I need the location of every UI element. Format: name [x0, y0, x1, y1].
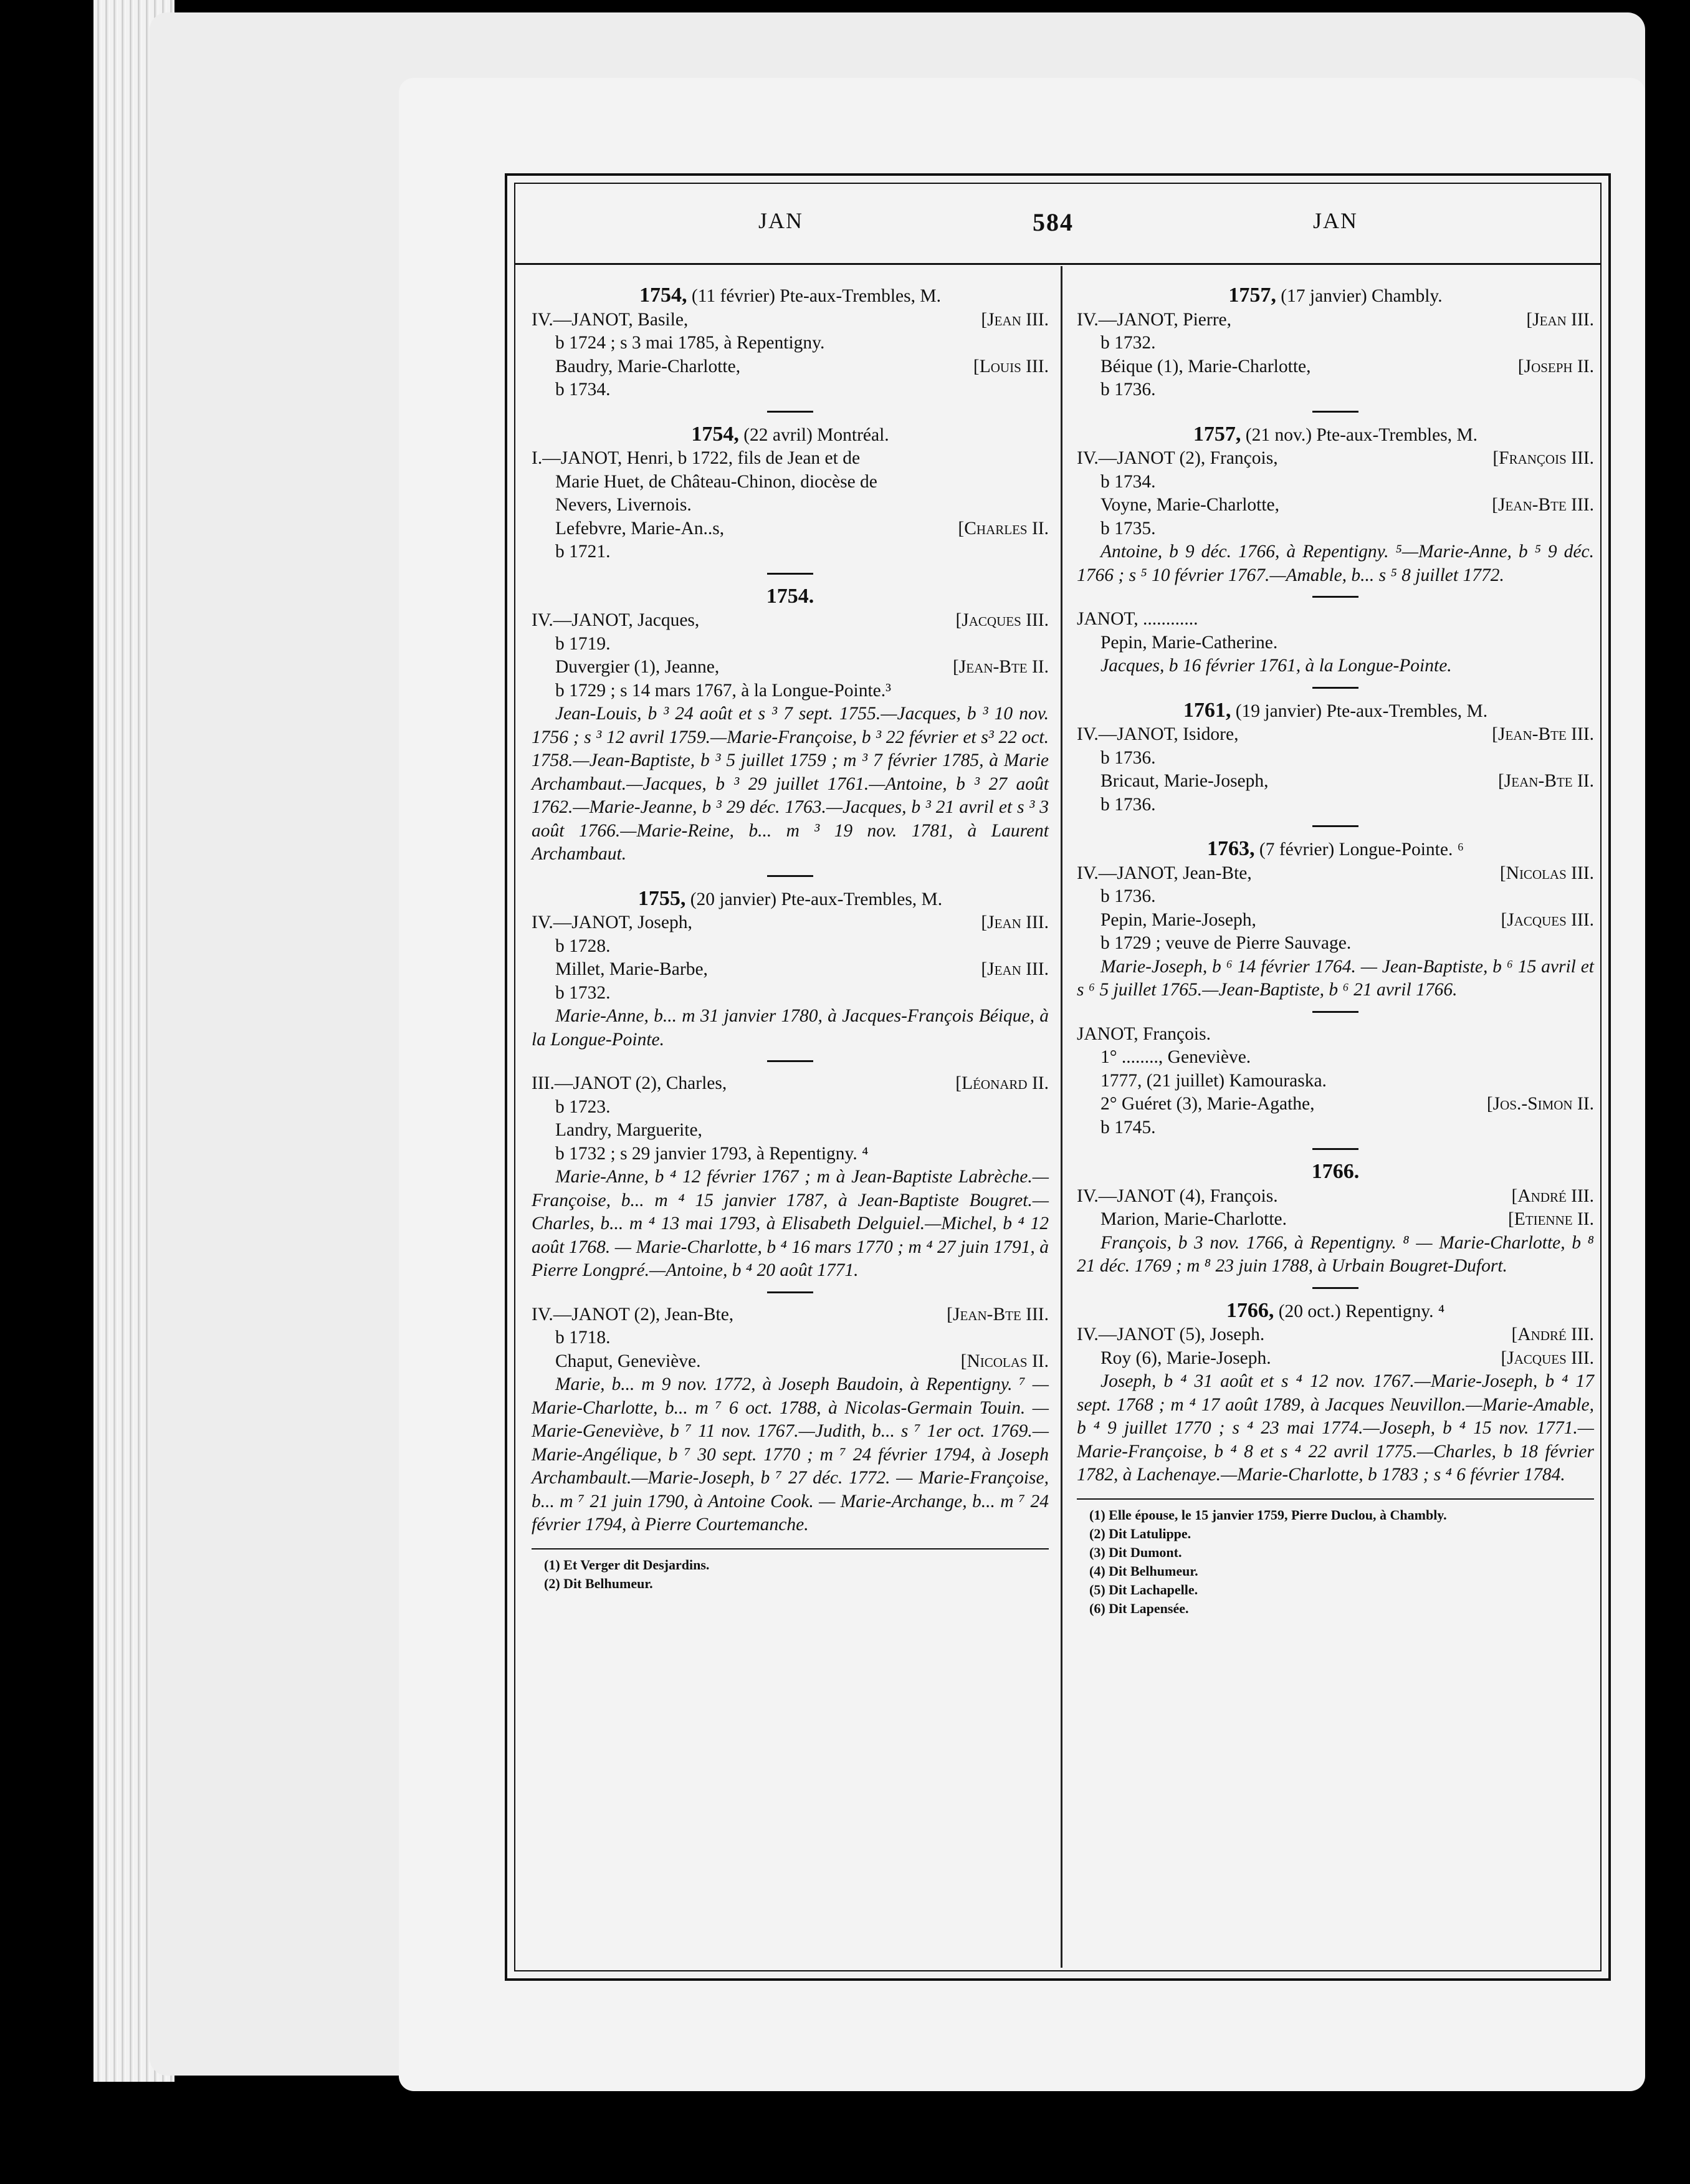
children-note: Antoine, b 9 déc. 1766, à Repentigny. ⁵—Marie-Anne, b ⁵ 9 déc. 1766 ; s ⁵ 10 février 1767.—Amable, b... s ⁵ 8 juillet 1772.: [1077, 542, 1594, 585]
entry-year: 1754.: [766, 584, 814, 608]
entry-line: [532, 935, 1049, 959]
entry-separator: [1312, 1287, 1358, 1289]
entry-line: [1077, 862, 1594, 886]
entry-line-text: b 1734.: [1100, 471, 1156, 492]
entry-line-text: IV.—JANOT, Isidore,: [1077, 724, 1239, 744]
entry-line-text: IV.—JANOT, Basile,: [532, 309, 689, 330]
entry-line: [532, 1119, 1049, 1142]
entry-line-text: 2° Guéret (3), Marie-Agathe,: [1100, 1094, 1315, 1114]
entry-line: [532, 911, 1049, 935]
entry-line-text: IV.—JANOT, Pierre,: [1077, 309, 1231, 330]
entry-line: [1077, 1023, 1594, 1046]
parent-reference: [François III.: [1492, 448, 1594, 468]
entry-line: [1077, 447, 1594, 471]
entry-separator: [767, 411, 813, 413]
column-divider: [1061, 266, 1062, 1968]
entry-heading: [532, 585, 1049, 610]
entry-line: [532, 633, 1049, 656]
entry-line-text: Pepin, Marie-Catherine.: [1100, 632, 1278, 653]
entry-line-text: b 1723.: [555, 1096, 611, 1117]
parent-reference: [Louis III.: [973, 356, 1049, 376]
parent-reference: [Etienne II.: [1507, 1209, 1594, 1229]
entry-year: 1757,: [1193, 422, 1241, 446]
parent-reference: [Jean III.: [1526, 309, 1594, 330]
children-note: Marie-Joseph, b ⁶ 14 février 1764. — Jean-Baptiste, b ⁶ 15 avril et s ⁶ 5 juillet 1765.—Jean-Baptiste, b ⁶ 21 avril 1766.: [1077, 956, 1594, 1000]
parent-reference: [Léonard II.: [955, 1073, 1049, 1093]
entry-year: 1766,: [1226, 1298, 1274, 1322]
left-column: [532, 284, 1049, 1593]
entry-heading: [532, 423, 1049, 448]
entry-line: [1077, 471, 1594, 494]
entry-line: [1077, 1070, 1594, 1093]
entry-year: 1766.: [1311, 1160, 1360, 1183]
marriage-entry: [532, 585, 1049, 866]
entry-heading: [1077, 1299, 1594, 1324]
footnote: (4) Dit Belhumeur.: [1089, 1563, 1198, 1579]
footnote-rule: [1077, 1498, 1594, 1500]
entry-place: (22 avril) Montréal.: [738, 424, 889, 445]
parent-reference: [Jacques III.: [1501, 1348, 1594, 1368]
entry-line: [532, 1072, 1049, 1096]
entry-line: [1077, 885, 1594, 909]
entry-line-text: 1° ........, Geneviève.: [1100, 1047, 1251, 1067]
entry-heading: [1077, 1160, 1594, 1185]
entry-separator: [1312, 687, 1358, 689]
entry-separator: [767, 1060, 813, 1062]
entry-line: [1077, 770, 1594, 793]
running-head-right: JAN: [1313, 208, 1358, 233]
entry-line-text: IV.—JANOT, Jacques,: [532, 610, 700, 630]
entry-separator: [1312, 1011, 1358, 1013]
entry-line: [1077, 332, 1594, 355]
entry-line-text: Bricaut, Marie-Joseph,: [1100, 771, 1269, 791]
parent-reference: [Joseph II.: [1517, 356, 1594, 376]
entry-line: [532, 1350, 1049, 1374]
entry-line: [532, 447, 1049, 471]
entry-line-text: Voyne, Marie-Charlotte,: [1100, 495, 1280, 515]
entry-line-text: Marie Huet, de Château-Chinon, diocèse de: [555, 471, 877, 492]
entry-separator: [1312, 1148, 1358, 1150]
parent-reference: [André III.: [1511, 1185, 1594, 1206]
entry-line-text: b 1736.: [1100, 747, 1156, 768]
page-number: 584: [1033, 208, 1074, 236]
entry-line-text: b 1732.: [1100, 333, 1156, 353]
entry-year: 1754,: [639, 284, 687, 307]
entry-line: [1077, 608, 1594, 631]
entry-line: [532, 679, 1049, 703]
entry-line-text: b 1734.: [555, 380, 611, 400]
children-note: Joseph, b ⁴ 31 août et s ⁴ 12 nov. 1767.—Marie-Joseph, b ⁴ 17 sept. 1768 ; m ⁴ 17 août 1789, à Jacques Neuvillon.—Marie-Amable, b ⁴ 9 juillet 1770 ; s ⁴ 23 mai 1774.—Joseph, b ⁴ 15 nov. 1771.—Marie-Françoise, b ⁴ 8 et s ⁴ 22 avril 1775.—Charles, b 18 février 1782, à Lachenaye.—Marie-Charlotte, b 1783 ; s ⁴ 6 février 1784.: [1077, 1371, 1594, 1485]
footnote: (5) Dit Lachapelle.: [1089, 1581, 1198, 1597]
footnote: (1) Et Verger dit Desjardins.: [544, 1556, 710, 1573]
entry-separator: [767, 1291, 813, 1293]
marriage-entry: [532, 423, 1049, 564]
entry-place: (19 janvier) Pte-aux-Trembles, M.: [1231, 701, 1488, 721]
entry-line-text: Lefebvre, Marie-An..s,: [555, 518, 725, 539]
entry-line-text: I.—JANOT, Henri, b 1722, fils de Jean et de: [532, 448, 861, 468]
entry-line-text: b 1729 ; s 14 mars 1767, à la Longue-Pointe.³: [555, 680, 891, 701]
entry-line-text: b 1736.: [1100, 886, 1156, 906]
entry-heading: [1077, 284, 1594, 309]
entry-separator: [767, 875, 813, 877]
parent-reference: [Jean-Bte III.: [1492, 724, 1594, 744]
entry-line: [1077, 1093, 1594, 1116]
entry-line-text: JANOT, ............: [1077, 609, 1198, 629]
footnote: (1) Elle épouse, le 15 janvier 1759, Pierre Duclou, à Chambly.: [1089, 1506, 1447, 1523]
parent-reference: [Charles II.: [958, 518, 1049, 539]
entry-place: (21 nov.) Pte-aux-Trembles, M.: [1241, 424, 1478, 445]
children-note: Jacques, b 16 février 1761, à la Longue-Pointe.: [1100, 656, 1452, 676]
entry-line: [532, 355, 1049, 379]
children-note: Marie, b... m 9 nov. 1772, à Joseph Baudoin, à Repentigny. ⁷ — Marie-Charlotte, b... m ⁷ 6 oct. 1788, à Nicolas-Germain Touin. — Marie-Geneviève, b ⁷ 11 nov. 1767.—Judith, b... s ⁷ 1er oct. 1769.—Marie-Angélique, b ⁷ 30 sept. 1770 ; m ⁷ 24 février 1794, à Joseph Archambault.—Marie-Joseph, b ⁷ 27 déc. 1772. — Marie-Françoise, b... m ⁷ 21 juin 1790, à Antoine Cook. — Marie-Archange, b... m ⁷ 24 février 1794, à Pierre Courtemanche.: [532, 1374, 1049, 1535]
entry-line-text: Baudry, Marie-Charlotte,: [555, 356, 741, 376]
marriage-entry: [1077, 1299, 1594, 1487]
footnote: (2) Dit Latulippe.: [1089, 1525, 1191, 1541]
parent-reference: [Nicolas II.: [960, 1351, 1049, 1371]
entry-heading: [1077, 423, 1594, 448]
entry-line: [1077, 1208, 1594, 1232]
entry-heading: [1077, 699, 1594, 724]
entry-line-text: IV.—JANOT (2), Jean-Bte,: [532, 1304, 734, 1324]
parent-reference: [Jean-Bte II.: [1497, 771, 1594, 791]
entry-line: [532, 1142, 1049, 1166]
entry-line: [1077, 1116, 1594, 1140]
parent-reference: [Jean-Bte II.: [952, 657, 1049, 677]
entry-line-text: Pepin, Marie-Joseph,: [1100, 909, 1256, 930]
marriage-entry: [1077, 837, 1594, 1002]
entry-line: [1077, 631, 1594, 655]
footnote-rule: [532, 1548, 1049, 1549]
entry-line-text: IV.—JANOT, Jean-Bte,: [1077, 863, 1252, 883]
entry-separator: [1312, 411, 1358, 413]
entry-line: [1077, 909, 1594, 932]
entry-line: [1077, 309, 1594, 332]
entry-separator: [767, 573, 813, 575]
parent-reference: [Jos.-Simon II.: [1486, 1094, 1594, 1114]
right-column: [1077, 284, 1594, 1618]
entry-line: [1077, 378, 1594, 402]
entry-place: (20 janvier) Pte-aux-Trembles, M.: [685, 889, 943, 909]
entry-line: [532, 309, 1049, 332]
entry-line-text: 1777, (21 juillet) Kamouraska.: [1100, 1070, 1327, 1091]
entry-line: [1077, 793, 1594, 817]
entry-year: 1755,: [637, 886, 686, 910]
entry-line: [1077, 494, 1594, 517]
marriage-entry: [532, 1072, 1049, 1283]
entry-line-text: b 1732 ; s 29 janvier 1793, à Repentigny. ⁴: [555, 1143, 869, 1164]
entry-line: [1077, 355, 1594, 379]
marriage-entry: [1077, 699, 1594, 817]
entry-line-text: JANOT, François.: [1077, 1023, 1211, 1044]
entry-place: (11 février) Pte-aux-Trembles, M.: [687, 286, 941, 306]
entry-line-text: III.—JANOT (2), Charles,: [532, 1073, 727, 1093]
entry-line-text: Roy (6), Marie-Joseph.: [1100, 1348, 1271, 1368]
entry-line: [532, 609, 1049, 633]
children-note: Marie-Anne, b... m 31 janvier 1780, à Jacques-François Béique, à la Longue-Pointe.: [532, 1006, 1049, 1050]
marriage-entry: [532, 1303, 1049, 1537]
entry-line: [532, 332, 1049, 355]
parent-reference: [André III.: [1511, 1324, 1594, 1344]
entry-line-text: Chaput, Geneviève.: [555, 1351, 701, 1371]
entry-year: 1754,: [691, 422, 739, 446]
parent-reference: [Jean-Bte III.: [1492, 495, 1594, 515]
entry-line-text: b 1736.: [1100, 794, 1156, 815]
entry-line: [1077, 1347, 1594, 1371]
parent-reference: [Nicolas III.: [1499, 863, 1594, 883]
entry-line: [532, 1096, 1049, 1119]
entry-line-text: b 1735.: [1100, 518, 1156, 539]
parent-reference: [Jacques III.: [1501, 909, 1594, 930]
entry-line: [532, 378, 1049, 402]
entry-line: [532, 656, 1049, 679]
marriage-entry: [1077, 1160, 1594, 1278]
entry-heading: [1077, 837, 1594, 862]
entry-line: [532, 540, 1049, 564]
parent-reference: [Jean-Bte III.: [947, 1304, 1049, 1324]
entry-line-text: b 1718.: [555, 1328, 611, 1348]
footnote: (6) Dit Lapensée.: [1089, 1600, 1189, 1616]
parent-reference: [Jacques III.: [955, 610, 1049, 630]
entry-line-text: Duvergier (1), Jeanne,: [555, 657, 720, 677]
entry-line-text: b 1745.: [1100, 1117, 1156, 1138]
page-header: [515, 187, 1600, 265]
entry-year: 1761,: [1183, 698, 1231, 722]
entry-line-text: Millet, Marie-Barbe,: [555, 959, 708, 979]
entry-line-text: IV.—JANOT (4), François.: [1077, 1185, 1278, 1206]
entry-line-text: b 1732.: [555, 982, 611, 1003]
footnote: (3) Dit Dumont.: [1089, 1544, 1182, 1560]
entry-separator: [1312, 596, 1358, 598]
entry-line: [532, 471, 1049, 494]
entry-line: [532, 494, 1049, 517]
entry-line-text: b 1729 ; veuve de Pierre Sauvage.: [1100, 933, 1352, 953]
entry-line-text: Marion, Marie-Charlotte.: [1100, 1209, 1287, 1229]
entry-heading: [532, 887, 1049, 912]
parent-reference: [Jean III.: [981, 912, 1049, 932]
marriage-entry: [1077, 284, 1594, 402]
entry-line-text: b 1728.: [555, 936, 611, 956]
entry-line: [532, 517, 1049, 541]
entry-line-text: Nevers, Livernois.: [555, 495, 692, 515]
entry-line-text: IV.—JANOT (5), Joseph.: [1077, 1324, 1265, 1344]
running-head-left: JAN: [758, 208, 804, 233]
parent-reference: [Jean III.: [981, 959, 1049, 979]
entry-line-text: b 1736.: [1100, 380, 1156, 400]
entry-line-text: b 1719.: [555, 633, 611, 654]
entry-year: 1757,: [1228, 284, 1276, 307]
entry-line: [1077, 932, 1594, 956]
marriage-entry: [1077, 608, 1594, 678]
entry-line: [532, 1326, 1049, 1350]
entry-line: [1077, 1323, 1594, 1347]
entry-line-text: Landry, Marguerite,: [555, 1120, 702, 1140]
entry-year: 1763,: [1207, 837, 1255, 860]
entry-place: (20 oct.) Repentigny. ⁴: [1274, 1301, 1445, 1321]
children-note: François, b 3 nov. 1766, à Repentigny. ⁸ — Marie-Charlotte, b ⁸ 21 déc. 1769 ; m ⁸ 23 juin 1788, à Urbain Bougret-Dufort.: [1077, 1232, 1594, 1276]
parent-reference: [Jean III.: [981, 309, 1049, 330]
entry-heading: [532, 284, 1049, 309]
entry-line: [532, 982, 1049, 1005]
entry-place: (7 février) Longue-Pointe. ⁶: [1254, 840, 1464, 860]
entry-line-text: Béique (1), Marie-Charlotte,: [1100, 356, 1311, 376]
entry-line: [532, 958, 1049, 982]
children-note: Marie-Anne, b ⁴ 12 février 1767 ; m à Jean-Baptiste Labrèche.—Françoise, b... m ⁴ 15 janvier 1787, à Jean-Baptiste Bougret.—Charles, b... m ⁴ 13 mai 1793, à Elisabeth Delguiel.—Michel, b ⁴ 12 août 1768. — Marie-Charlotte, b ⁴ 16 mars 1770 ; m ⁴ 27 juin 1791, à Pierre Longpré.—Antoine, b ⁴ 20 août 1771.: [532, 1167, 1049, 1280]
entry-separator: [1312, 825, 1358, 827]
entry-line: [1077, 1046, 1594, 1070]
entry-line: [1077, 723, 1594, 747]
entry-line-text: IV.—JANOT (2), François,: [1077, 448, 1278, 468]
marriage-entry: [532, 887, 1049, 1052]
marriage-entry: [1077, 1023, 1594, 1140]
entry-line-text: IV.—JANOT, Joseph,: [532, 912, 692, 932]
marriage-entry: [532, 284, 1049, 402]
entry-line-text: b 1721.: [555, 542, 611, 562]
entry-line: [1077, 517, 1594, 541]
footnote: (2) Dit Belhumeur.: [544, 1575, 653, 1591]
entry-line: [532, 1303, 1049, 1327]
children-note: Jean-Louis, b ³ 24 août et s ³ 7 sept. 1755.—Jacques, b ³ 10 nov. 1756 ; s ³ 12 avril 1759.—Marie-Françoise, b ³ 22 février et s³ 22 oct. 1758.—Jean-Baptiste, b ³ 5 juillet 1759 ; m ³ 7 février 1785, à Marie Archambaut.—Jacques, b ³ 29 juillet 1761.—Antoine, b ³ 27 août 1762.—Marie-Jeanne, b ³ 29 déc. 1763.—Jacques, b ³ 21 avril et s ³ 3 août 1766.—Marie-Reine, b... m ³ 19 nov. 1781, à Laurent Archambaut.: [532, 704, 1049, 864]
entry-place: (17 janvier) Chambly.: [1276, 286, 1443, 306]
entry-line: [1077, 747, 1594, 770]
entry-line-text: b 1724 ; s 3 mai 1785, à Repentigny.: [555, 333, 825, 353]
marriage-entry: [1077, 423, 1594, 588]
entry-line: [1077, 1185, 1594, 1209]
